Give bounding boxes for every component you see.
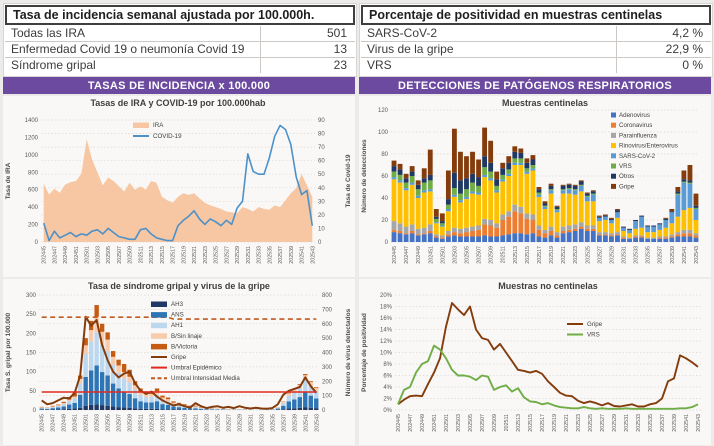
table-row <box>5 41 355 57</box>
legend-item-label: Adenovirus <box>619 112 650 119</box>
svg-text:202447: 202447 <box>52 246 59 264</box>
legend-item-label: ANS <box>171 311 184 319</box>
left-axis-title: Tasa de IRA <box>5 162 12 200</box>
svg-text:202535: 202535 <box>645 246 652 264</box>
svg-text:202505: 202505 <box>105 414 112 432</box>
svg-text:40: 40 <box>318 185 325 192</box>
svg-text:1000: 1000 <box>24 152 38 159</box>
row-label: Todas las IRA <box>11 26 86 40</box>
svg-text:80: 80 <box>381 152 388 158</box>
legend <box>151 301 240 382</box>
svg-text:18%: 18% <box>379 304 392 311</box>
legend-item-label: AH3 <box>171 301 184 308</box>
svg-text:202537: 202537 <box>278 246 285 264</box>
svg-text:202525: 202525 <box>213 246 220 264</box>
svg-text:100: 100 <box>377 130 388 136</box>
axes <box>361 293 702 432</box>
svg-text:202509: 202509 <box>127 414 134 432</box>
svg-text:100: 100 <box>25 369 36 376</box>
svg-text:400: 400 <box>27 205 38 212</box>
legend-item-label: Otros <box>619 173 635 181</box>
svg-text:202515: 202515 <box>159 246 166 264</box>
svg-text:20%: 20% <box>379 293 392 299</box>
svg-text:202517: 202517 <box>170 246 177 264</box>
svg-text:202529: 202529 <box>612 414 618 432</box>
legend-item-label: COVID-19 <box>153 133 182 140</box>
svg-text:202449: 202449 <box>416 246 423 264</box>
svg-text:0%: 0% <box>383 408 392 414</box>
svg-text:202531: 202531 <box>621 246 628 264</box>
svg-text:202535: 202535 <box>267 246 274 264</box>
series <box>44 125 313 242</box>
svg-text:202527: 202527 <box>226 414 233 432</box>
svg-text:202515: 202515 <box>528 414 534 432</box>
legend <box>133 122 182 140</box>
svg-text:202515: 202515 <box>160 414 167 432</box>
svg-text:202527: 202527 <box>597 246 604 264</box>
svg-text:202507: 202507 <box>476 246 483 264</box>
svg-text:4%: 4% <box>383 385 392 391</box>
legend-item-label: Rinovirus/Enterovirus <box>619 142 678 150</box>
svg-text:1400: 1400 <box>24 118 38 124</box>
legend-item-label: Coronavirus <box>619 122 653 130</box>
svg-text:202445: 202445 <box>396 414 402 432</box>
table-row <box>5 57 355 73</box>
svg-text:500: 500 <box>322 336 333 343</box>
legend-item-label: Gripe <box>619 183 635 191</box>
row-label: Virus de la gripe <box>367 42 454 56</box>
svg-text:202525: 202525 <box>588 414 594 432</box>
row-label: Síndrome gripal <box>11 58 96 72</box>
sindrome-gripal-chart-svg <box>3 279 355 445</box>
legend-item-label: Umbral Intensidad Media <box>171 375 240 383</box>
svg-text:6%: 6% <box>383 373 392 380</box>
svg-text:202543: 202543 <box>694 246 700 264</box>
section-banner-detecciones: DETECCIONES DE PATÓGENOS RESPIRATORIOS <box>359 77 711 94</box>
svg-text:202503: 202503 <box>95 246 102 264</box>
svg-text:202511: 202511 <box>138 414 145 432</box>
chart-title: Tasa de síndrome gripal y virus de la gripe <box>88 281 270 291</box>
right-axis-title: Número de virus detectados <box>345 308 352 397</box>
svg-text:1200: 1200 <box>24 135 38 142</box>
svg-text:202541: 202541 <box>299 246 306 264</box>
svg-text:202541: 202541 <box>681 246 688 264</box>
svg-text:202501: 202501 <box>83 414 90 432</box>
svg-text:60: 60 <box>318 158 325 165</box>
chart-panel-muestras-centinelas <box>359 96 711 277</box>
svg-text:150: 150 <box>25 350 36 357</box>
svg-text:202527: 202527 <box>600 414 606 432</box>
svg-text:202505: 202505 <box>106 246 113 264</box>
row-value: 0 % <box>616 58 711 73</box>
svg-text:202531: 202531 <box>248 414 255 432</box>
positivity-table-title: Porcentaje de positividad en muestras centinelas <box>361 5 711 25</box>
svg-text:202519: 202519 <box>549 246 555 264</box>
svg-text:202529: 202529 <box>237 414 244 432</box>
svg-text:202525: 202525 <box>215 414 222 432</box>
ira-covid-chart-svg <box>3 96 355 277</box>
svg-text:202511: 202511 <box>504 414 510 432</box>
svg-text:202501: 202501 <box>440 246 447 264</box>
svg-text:202537: 202537 <box>281 414 288 432</box>
svg-text:202519: 202519 <box>552 414 558 432</box>
svg-text:202539: 202539 <box>292 414 299 432</box>
svg-text:200: 200 <box>27 222 38 229</box>
row-label: Enfermedad Covid 19 o neumonía Covid 19 <box>11 42 245 56</box>
svg-text:202523: 202523 <box>204 414 211 432</box>
svg-text:202533: 202533 <box>259 414 266 432</box>
legend-item-label: Parainfluenza <box>619 132 657 140</box>
table-row <box>361 26 711 41</box>
positivity-table-rows <box>361 26 711 73</box>
svg-text:202517: 202517 <box>540 414 546 432</box>
svg-text:202513: 202513 <box>149 246 156 264</box>
svg-text:202507: 202507 <box>116 414 123 432</box>
left-axis-title: Tasa S. gripal por 100.000 <box>5 312 12 393</box>
svg-text:202505: 202505 <box>468 414 474 432</box>
line-Gripe <box>42 317 317 409</box>
svg-text:202537: 202537 <box>657 246 664 264</box>
svg-text:202505: 202505 <box>464 246 471 264</box>
svg-text:202521: 202521 <box>561 246 568 264</box>
svg-text:40: 40 <box>381 196 388 202</box>
svg-text:202543: 202543 <box>314 414 321 432</box>
svg-text:202531: 202531 <box>245 245 252 264</box>
svg-text:202533: 202533 <box>636 414 642 432</box>
svg-text:202449: 202449 <box>61 414 68 432</box>
svg-text:0: 0 <box>34 240 38 246</box>
svg-text:202521: 202521 <box>193 414 200 432</box>
svg-text:202501: 202501 <box>444 414 450 432</box>
chart-panel-muestras-no-centinelas <box>359 279 711 445</box>
svg-text:300: 300 <box>25 293 36 299</box>
svg-text:90: 90 <box>318 118 325 124</box>
svg-text:202541: 202541 <box>303 414 310 432</box>
svg-text:10%: 10% <box>379 350 392 357</box>
svg-text:202503: 202503 <box>456 414 462 432</box>
muestras-centinelas-chart-svg <box>359 96 711 277</box>
table-row <box>361 57 711 73</box>
svg-text:120: 120 <box>377 108 388 114</box>
legend-item-label: IRA <box>153 122 164 129</box>
svg-text:202449: 202449 <box>63 246 70 264</box>
svg-text:202523: 202523 <box>573 246 580 264</box>
svg-text:202513: 202513 <box>516 414 522 432</box>
svg-text:202539: 202539 <box>672 414 678 432</box>
positivity-table <box>359 3 713 77</box>
svg-text:202509: 202509 <box>127 246 134 264</box>
svg-text:400: 400 <box>322 350 333 357</box>
svg-text:202519: 202519 <box>182 414 189 432</box>
lines <box>42 317 317 409</box>
legend-item-label: VRS <box>587 331 600 339</box>
svg-text:202511: 202511 <box>138 246 145 264</box>
svg-text:202507: 202507 <box>480 414 486 432</box>
legend-item-label: AH1 <box>171 322 184 330</box>
svg-text:202525: 202525 <box>585 246 592 264</box>
svg-text:202527: 202527 <box>224 246 231 264</box>
svg-text:202521: 202521 <box>192 246 199 264</box>
incidence-table-rows <box>5 26 355 73</box>
svg-text:0: 0 <box>384 240 388 246</box>
legend-item-label: SARS-CoV-2 <box>619 152 656 160</box>
svg-text:202529: 202529 <box>235 246 242 264</box>
row-value: 501 <box>260 26 355 41</box>
legend-item-label: Gripe <box>171 354 187 361</box>
svg-text:202447: 202447 <box>50 414 57 432</box>
svg-text:202503: 202503 <box>452 246 459 264</box>
row-label: SARS-CoV-2 <box>367 26 438 40</box>
svg-text:202529: 202529 <box>609 246 616 264</box>
incidence-table <box>3 3 357 77</box>
row-value: 4,2 % <box>616 26 711 41</box>
row-value: 13 <box>260 42 355 57</box>
svg-text:202451: 202451 <box>73 246 80 264</box>
svg-text:202541: 202541 <box>684 414 690 432</box>
svg-text:50: 50 <box>29 388 36 395</box>
svg-text:700: 700 <box>322 307 333 314</box>
svg-text:202449: 202449 <box>420 414 426 432</box>
svg-text:202519: 202519 <box>181 246 188 264</box>
incidence-table-title: Tasa de incidencia semanal ajustada por 100.000h. <box>5 5 355 25</box>
legend-item-label: B/Sin linaje <box>171 332 202 340</box>
lines <box>398 303 698 409</box>
row-value: 22,9 % <box>616 42 711 57</box>
svg-text:202509: 202509 <box>488 246 495 264</box>
svg-text:202517: 202517 <box>171 414 178 432</box>
svg-text:202533: 202533 <box>633 246 640 264</box>
chart-title: Muestras centinelas <box>501 98 589 108</box>
svg-text:800: 800 <box>322 293 333 299</box>
svg-text:202517: 202517 <box>537 246 543 264</box>
svg-text:250: 250 <box>25 312 36 319</box>
svg-text:0: 0 <box>322 408 326 414</box>
svg-text:600: 600 <box>27 187 38 194</box>
legend <box>611 112 678 190</box>
svg-text:200: 200 <box>25 331 36 338</box>
row-value: 23 <box>260 58 355 73</box>
svg-text:8%: 8% <box>383 362 392 368</box>
svg-text:202535: 202535 <box>648 414 654 432</box>
svg-text:12%: 12% <box>379 339 392 345</box>
chart-panel-sindrome-gripal <box>3 279 355 445</box>
right-axis-title: Tasa de Covid-19 <box>345 154 352 208</box>
svg-text:800: 800 <box>27 170 38 177</box>
svg-text:200: 200 <box>322 379 333 386</box>
svg-text:202503: 202503 <box>94 414 101 432</box>
chart-panel-ira-covid <box>3 96 355 277</box>
svg-text:202445: 202445 <box>392 246 398 264</box>
svg-text:202511: 202511 <box>500 246 507 264</box>
svg-text:202507: 202507 <box>116 246 123 264</box>
svg-text:202451: 202451 <box>72 414 79 432</box>
svg-text:50: 50 <box>318 172 325 179</box>
table-row <box>361 41 711 57</box>
svg-text:202451: 202451 <box>432 414 438 432</box>
svg-text:20: 20 <box>381 218 388 224</box>
legend-item-label: Gripe <box>587 321 603 328</box>
svg-text:70: 70 <box>318 145 325 152</box>
svg-text:202539: 202539 <box>669 246 676 264</box>
svg-text:202539: 202539 <box>288 246 295 264</box>
svg-text:16%: 16% <box>379 316 392 322</box>
chart-title: Muestras no centinelas <box>498 281 598 291</box>
svg-text:202513: 202513 <box>512 246 519 264</box>
svg-text:600: 600 <box>322 321 333 328</box>
svg-text:202543: 202543 <box>310 246 317 264</box>
chart-title: Tasas de IRA y COVID-19 por 100.000hab <box>90 98 266 108</box>
muestras-no-centinelas-chart-svg <box>359 279 711 445</box>
svg-text:202451: 202451 <box>428 246 435 264</box>
svg-text:10: 10 <box>318 226 325 233</box>
svg-text:202523: 202523 <box>202 246 209 264</box>
svg-text:80: 80 <box>318 131 325 138</box>
svg-text:202523: 202523 <box>576 414 582 432</box>
svg-text:0: 0 <box>318 240 322 246</box>
svg-text:30: 30 <box>318 199 325 206</box>
svg-text:202531: 202531 <box>624 414 630 432</box>
svg-text:202537: 202537 <box>660 414 666 432</box>
left-axis-title: Porcentaje de positividad <box>361 313 368 392</box>
svg-text:202533: 202533 <box>256 246 263 264</box>
line-VRS <box>398 346 698 409</box>
legend-item-label: Umbral Epidémico <box>171 364 222 372</box>
svg-text:300: 300 <box>322 364 333 371</box>
svg-text:202515: 202515 <box>524 246 531 264</box>
legend-item-label: VRS <box>619 163 632 170</box>
left-axis-title: Número de detecciones <box>361 139 368 213</box>
svg-text:202447: 202447 <box>404 246 411 264</box>
svg-text:60: 60 <box>381 174 388 180</box>
svg-text:14%: 14% <box>379 327 392 334</box>
table-row <box>5 26 355 41</box>
svg-text:202543: 202543 <box>696 414 702 432</box>
svg-text:100: 100 <box>322 393 333 400</box>
svg-text:2%: 2% <box>383 396 392 403</box>
svg-text:202509: 202509 <box>492 414 498 432</box>
section-banner-incidencia: TASAS DE INCIDENCIA x 100.000 <box>3 77 355 94</box>
svg-text:202501: 202501 <box>84 246 91 264</box>
svg-text:202445: 202445 <box>41 246 48 264</box>
svg-text:202521: 202521 <box>564 414 570 432</box>
svg-text:20: 20 <box>318 212 325 219</box>
svg-text:202535: 202535 <box>270 414 277 432</box>
svg-text:202513: 202513 <box>149 414 156 432</box>
legend-item-label: B/Victoria <box>171 343 198 351</box>
svg-text:0: 0 <box>32 408 36 414</box>
svg-text:202445: 202445 <box>39 414 46 432</box>
row-label: VRS <box>367 58 392 72</box>
svg-text:202447: 202447 <box>408 414 414 432</box>
